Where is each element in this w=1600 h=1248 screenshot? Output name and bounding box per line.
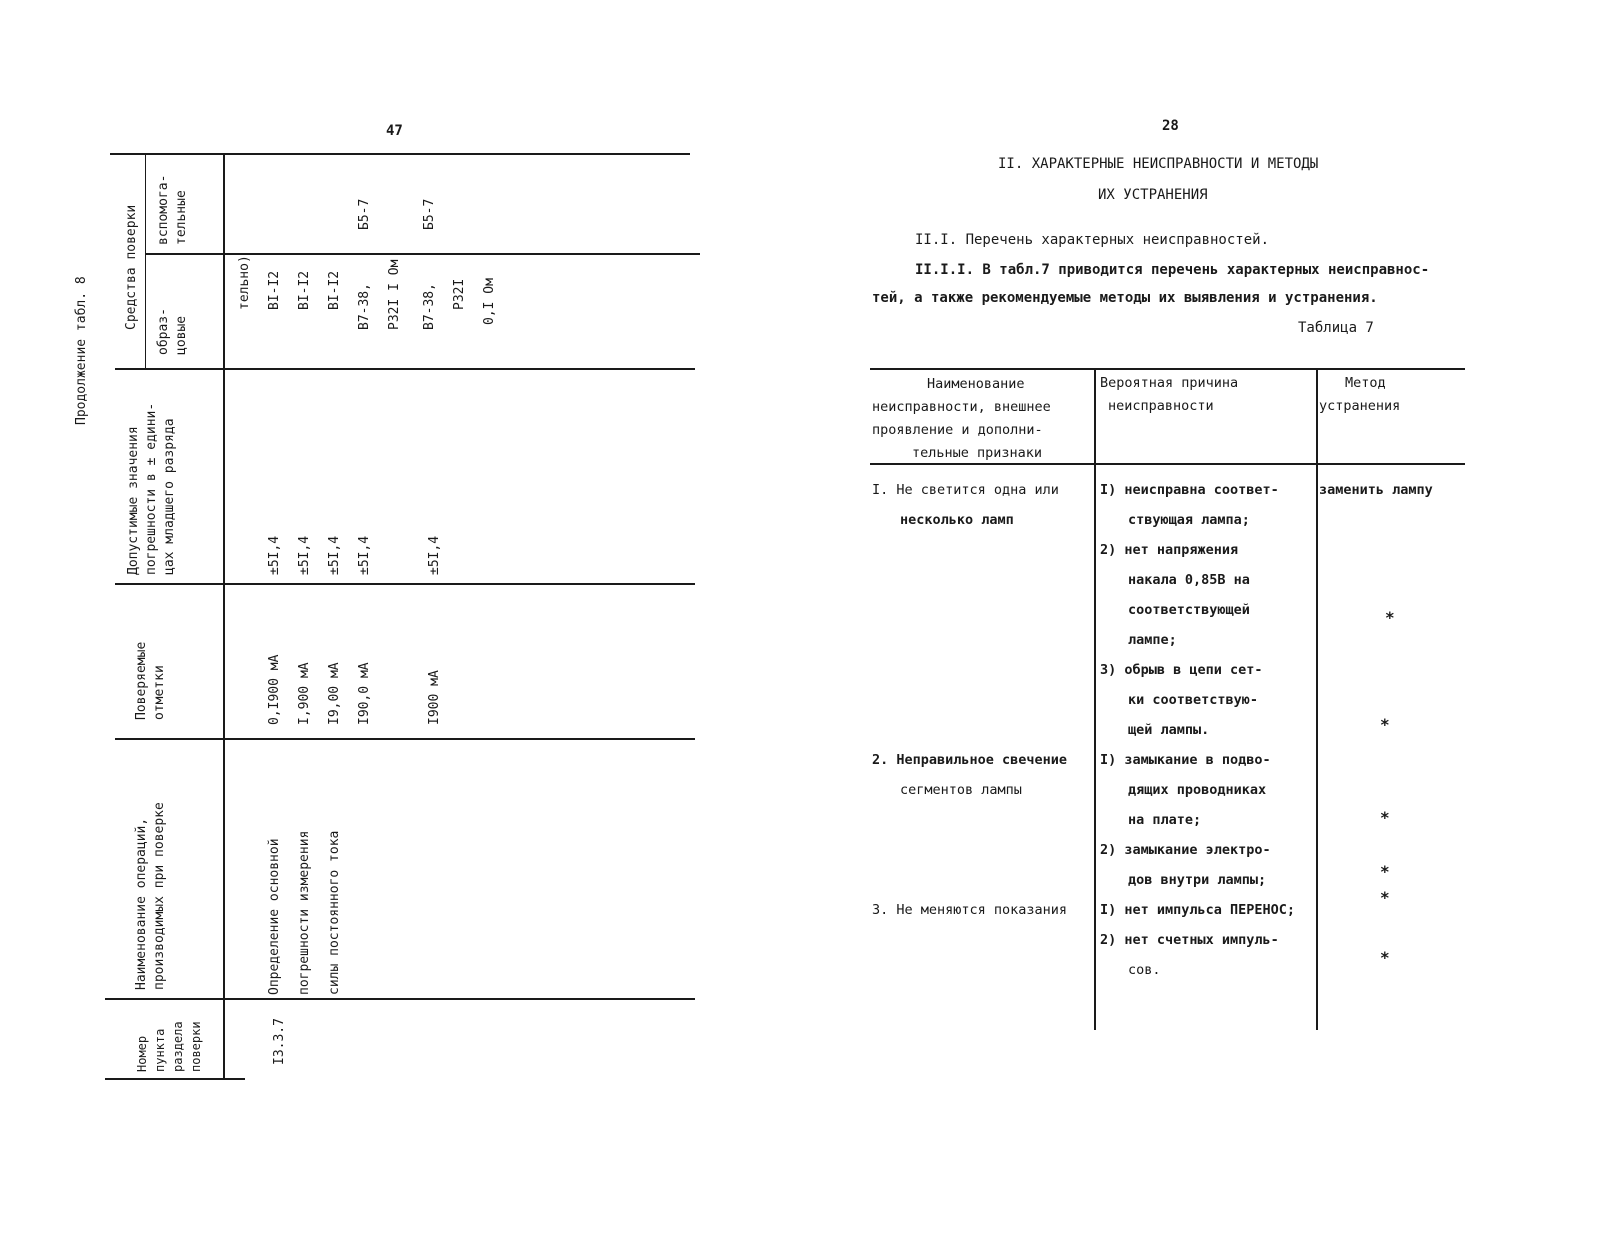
method-1-1: заменить лампу	[1319, 482, 1433, 498]
hdr-item-number: Номер пункта раздела поверки	[135, 1021, 203, 1072]
fault-1-line-2: несколько ламп	[900, 512, 1014, 528]
table-continuation-caption: Продолжение табл. 8	[74, 276, 89, 425]
header-repair-method: Метод устранения	[1319, 375, 1401, 414]
cause-1-1-line-2: ствующая лампа;	[1128, 512, 1250, 528]
method-2-2-asterisk: *	[1380, 862, 1390, 881]
row-model-means-8: Р32I	[452, 278, 467, 310]
row-tolerance-4: ±5I,4	[357, 535, 372, 575]
header-fault-name: Наименование неисправности, внешнее проявление и дополни- тельные признаки	[872, 376, 1051, 461]
row-model-means-4: ВI-I2	[327, 270, 342, 310]
row-model-means-1: тельно)	[237, 255, 252, 310]
row-mark-6: I900 мА	[427, 670, 442, 725]
cause-3-1-line-1: I) нет импульса ПЕРЕНОС;	[1100, 902, 1296, 918]
header-bottom-rule	[223, 155, 225, 1080]
hdr-operation-name: Наименование операций, производимых при поверке	[134, 802, 167, 990]
row-model-means-2: ВI-I2	[267, 270, 282, 310]
cause-2-2-line-2: дов внутри лампы;	[1128, 872, 1267, 888]
cause-3-2-line-1: 2) нет счетных импуль-	[1100, 932, 1279, 948]
cause-1-2-line-4: лампе;	[1128, 632, 1177, 648]
row-operation-line-1: Определение основной	[267, 838, 282, 995]
fault-2-line-2: сегментов лампы	[900, 782, 1022, 798]
cause-1-3-line-1: 3) обрыв в цепи сет-	[1100, 662, 1263, 678]
paragraph-line-1: II.I.I. В табл.7 приводится перечень характерных неисправнос-	[915, 262, 1430, 278]
row-mark-1: 0,I900 мА	[267, 654, 282, 725]
row-tolerance-2: ±5I,4	[297, 535, 312, 575]
row-operation-line-2: погрешности измерения	[297, 830, 312, 995]
table-col-line-2	[1316, 368, 1318, 1030]
cause-1-1-line-1: I) неисправна соответ-	[1100, 482, 1279, 498]
row-mark-2: I,900 мА	[297, 662, 312, 725]
cause-1-2-line-2: накала 0,85В на	[1128, 572, 1250, 588]
cause-1-3-line-2: ки соответствую-	[1128, 692, 1259, 708]
subsection-heading: II.I. Перечень характерных неисправностей.	[915, 232, 1270, 248]
cause-2-2-line-1: 2) замыкание электро-	[1100, 842, 1271, 858]
hdr-means-aux: вспомога- тельные	[156, 174, 189, 245]
table-caption: Таблица 7	[1298, 320, 1374, 336]
row-aux-means-2: Б5-7	[422, 198, 437, 230]
col-line-1	[105, 998, 695, 1000]
col-line-2	[115, 738, 695, 740]
row-aux-means-1: Б5-7	[357, 198, 372, 230]
fault-3-line-1: 3. Не меняются показания	[872, 902, 1068, 918]
method-1-3-asterisk: *	[1380, 715, 1390, 734]
row-tolerance-1: ±5I,4	[267, 535, 282, 575]
row-operation-line-3: силы постоянного тока	[327, 830, 342, 995]
section-heading-line-2: ИХ УСТРАНЕНИЯ	[1098, 187, 1208, 203]
cause-1-2-line-3: соответствующей	[1128, 602, 1250, 618]
means-split-rule	[145, 155, 146, 370]
cause-3-2-line-2: сов.	[1128, 962, 1161, 978]
right-page-number: 28	[1162, 118, 1179, 134]
fault-1-line-1: I. Не светится одна или	[872, 482, 1059, 498]
right-page	[800, 0, 1600, 1248]
row-mark-3: I9,00 мА	[327, 662, 342, 725]
row-tolerance-3: ±5I,4	[327, 535, 342, 575]
row-model-means-6: Р32I I Ом	[387, 259, 402, 330]
hdr-tolerance: Допустимые значения погрешности в ± едини- цах младшего разряда	[126, 402, 177, 575]
cause-1-2-line-1: 2) нет напряжения	[1100, 542, 1239, 558]
method-1-2-asterisk: *	[1385, 608, 1395, 627]
fault-2-line-1: 2. Неправильное свечение	[872, 752, 1068, 768]
means-column-divider	[145, 253, 700, 255]
method-2-1-asterisk: *	[1380, 808, 1390, 827]
paragraph-line-2: тей, а также рекомендуемые методы их выявления и устранения.	[872, 290, 1378, 306]
hdr-means: Средства поверки	[124, 204, 139, 330]
row-item-number: I3.3.7	[272, 1018, 287, 1065]
cause-2-1-line-3: на плате;	[1128, 812, 1202, 828]
method-3-2-asterisk: *	[1380, 948, 1390, 967]
cause-2-1-line-1: I) замыкание в подво-	[1100, 752, 1271, 768]
cause-2-1-line-2: дящих проводниках	[1128, 782, 1267, 798]
hdr-checked-marks: Поверяемые отметки	[134, 641, 167, 720]
left-page-number: 47	[386, 123, 403, 139]
col-line-3	[115, 583, 695, 585]
row-tolerance-6: ±5I,4	[427, 535, 442, 575]
row-model-means-5: В7-38,	[357, 283, 372, 330]
header-probable-cause: Вероятная причина неисправности	[1100, 375, 1239, 414]
table-top-rule	[870, 368, 1465, 370]
row-model-means-9: 0,I Ом	[482, 278, 497, 325]
col-line-4	[115, 368, 695, 370]
rotated-verification-table	[74, 140, 695, 1100]
method-3-1-asterisk: *	[1380, 888, 1390, 907]
cause-1-3-line-3: щей лампы.	[1128, 722, 1210, 738]
hdr-means-model: образ- цовые	[156, 308, 189, 355]
row-model-means-7: В7-38,	[422, 283, 437, 330]
row-mark-4: I90,0 мА	[357, 662, 372, 725]
col-line-5	[110, 153, 690, 155]
row-model-means-3: ВI-I2	[297, 270, 312, 310]
section-heading-line-1: II. ХАРАКТЕРНЫЕ НЕИСПРАВНОСТИ И МЕТОДЫ	[998, 156, 1319, 172]
table-col-line-1	[1094, 368, 1096, 1030]
